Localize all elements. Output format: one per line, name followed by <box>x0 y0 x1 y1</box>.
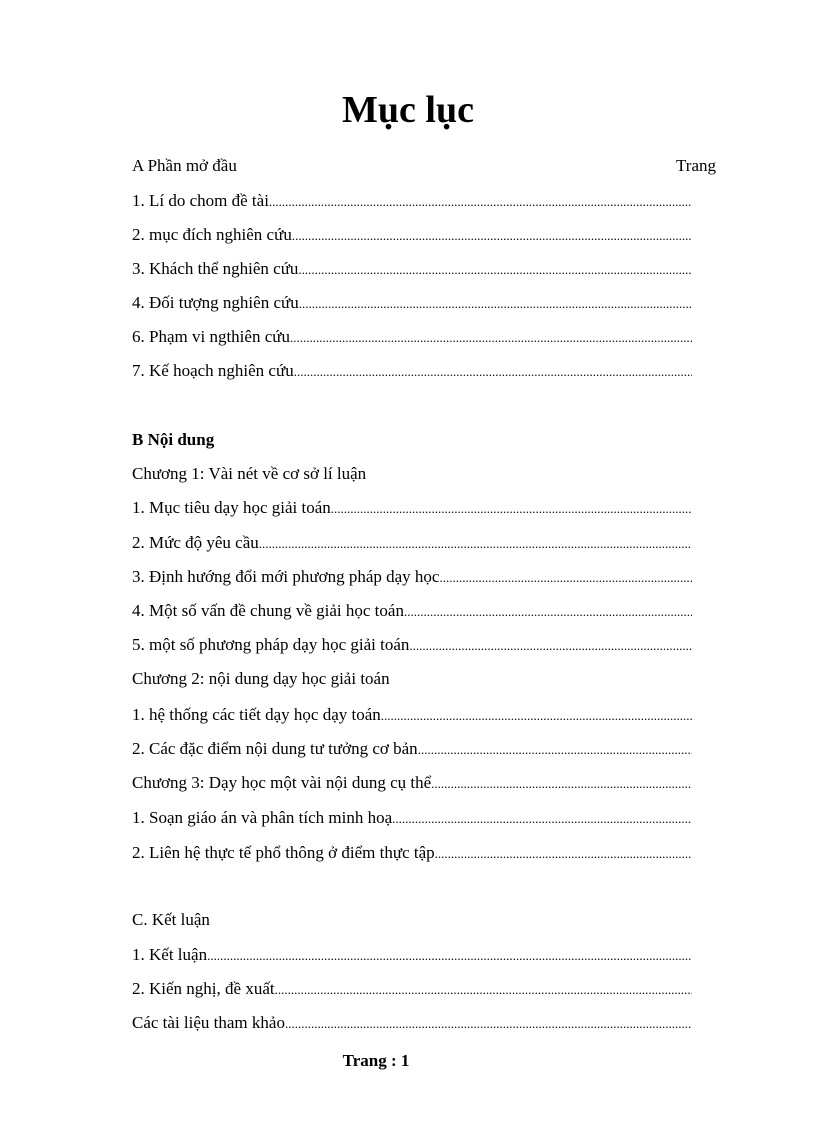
toc-entry <box>132 943 692 967</box>
toc-entry <box>132 977 692 1001</box>
chapter-1-heading: Chương 1: Vài nét về cơ sở lí luận <box>132 464 367 483</box>
dot-leader <box>290 325 692 349</box>
toc-entry <box>132 737 692 761</box>
chapter-3-heading-entry <box>132 771 692 795</box>
page-column-label: Trang <box>676 156 716 175</box>
toc-entry-label: 1. Kết luận <box>132 945 208 964</box>
dot-leader <box>259 531 692 555</box>
dot-leader <box>409 633 692 657</box>
toc-entry-label: 4. Một số vấn đề chung về giải học toán <box>132 601 404 620</box>
page-title: Mục lục <box>342 89 474 131</box>
toc-entry-label: 2. Kiến nghị, đề xuất <box>132 979 275 998</box>
toc-entry-label: 1. hệ thống các tiết dạy học dạy toán <box>132 705 381 724</box>
dot-leader <box>381 703 692 727</box>
dot-leader <box>298 257 692 281</box>
toc-entry-label: 2. Các đặc điểm nội dung tư tưởng cơ bản <box>132 739 418 758</box>
toc-entry <box>132 359 692 383</box>
toc-entry <box>132 496 692 520</box>
section-c-heading: C. Kết luận <box>132 910 210 929</box>
dot-leader <box>404 599 692 623</box>
dot-leader <box>285 1011 692 1035</box>
dot-leader <box>292 223 692 247</box>
toc-entry-label: 2. mục đích nghiên cứu <box>132 225 292 244</box>
toc-entry <box>132 806 692 830</box>
toc-entry <box>132 1011 692 1035</box>
toc-entry <box>132 841 692 865</box>
toc-entry-label: 1. Lí do chom đề tài <box>132 191 269 210</box>
section-a-header-row <box>132 154 716 178</box>
toc-entry-label: 2. Liên hệ thực tế phổ thông ở điểm thực tập <box>132 843 435 862</box>
dot-leader <box>269 189 692 213</box>
toc-entry <box>132 291 692 315</box>
toc-entry-label: 4. Đối tượng nghiên cứu <box>132 293 299 312</box>
dot-leader <box>294 359 692 383</box>
page-number-footer: Trang : 1 <box>342 1051 410 1070</box>
section-a-heading: A Phần mở đầu <box>132 156 237 175</box>
dot-leader <box>439 565 692 589</box>
toc-entry-label: 2. Mức độ yêu cầu <box>132 533 259 552</box>
toc-entry-label: 6. Phạm vi ngthiên cứu <box>132 327 290 346</box>
section-b-heading: B Nội dung <box>132 430 215 449</box>
chapter-3-heading: Chương 3: Dạy học một vài nội dung cụ thể <box>132 773 432 792</box>
dot-leader <box>275 977 692 1001</box>
dot-leader <box>431 771 692 795</box>
toc-entry <box>132 223 692 247</box>
dot-leader <box>207 943 692 967</box>
toc-entry-label: Các tài liệu tham khảo <box>132 1013 285 1032</box>
toc-entry-label: 7. Kế hoạch nghiên cứu <box>132 361 294 380</box>
dot-leader <box>392 806 692 830</box>
toc-entry <box>132 599 692 623</box>
dot-leader <box>418 737 692 761</box>
toc-entry <box>132 633 692 657</box>
toc-entry <box>132 325 692 349</box>
toc-entry-label: 1. Mục tiêu dạy học giải toán <box>132 498 331 517</box>
toc-entry <box>132 531 692 555</box>
toc-entry-label: 3. Khách thể nghiên cứu <box>132 259 299 278</box>
toc-entry-label: 5. một số phương pháp dạy học giải toán <box>132 635 410 654</box>
toc-entry <box>132 703 692 727</box>
dot-leader <box>435 841 692 865</box>
chapter-2-heading: Chương 2: nội dung dạy học giải toán <box>132 669 390 688</box>
toc-entry <box>132 565 692 589</box>
toc-entry <box>132 257 692 281</box>
dot-leader <box>331 496 692 520</box>
dot-leader <box>299 291 692 315</box>
toc-entry-label: 3. Định hướng đổi mới phương pháp dạy học <box>132 567 440 586</box>
toc-entry-label: 1. Soạn giáo án và phân tích minh hoạ <box>132 808 393 827</box>
toc-entry <box>132 189 692 213</box>
